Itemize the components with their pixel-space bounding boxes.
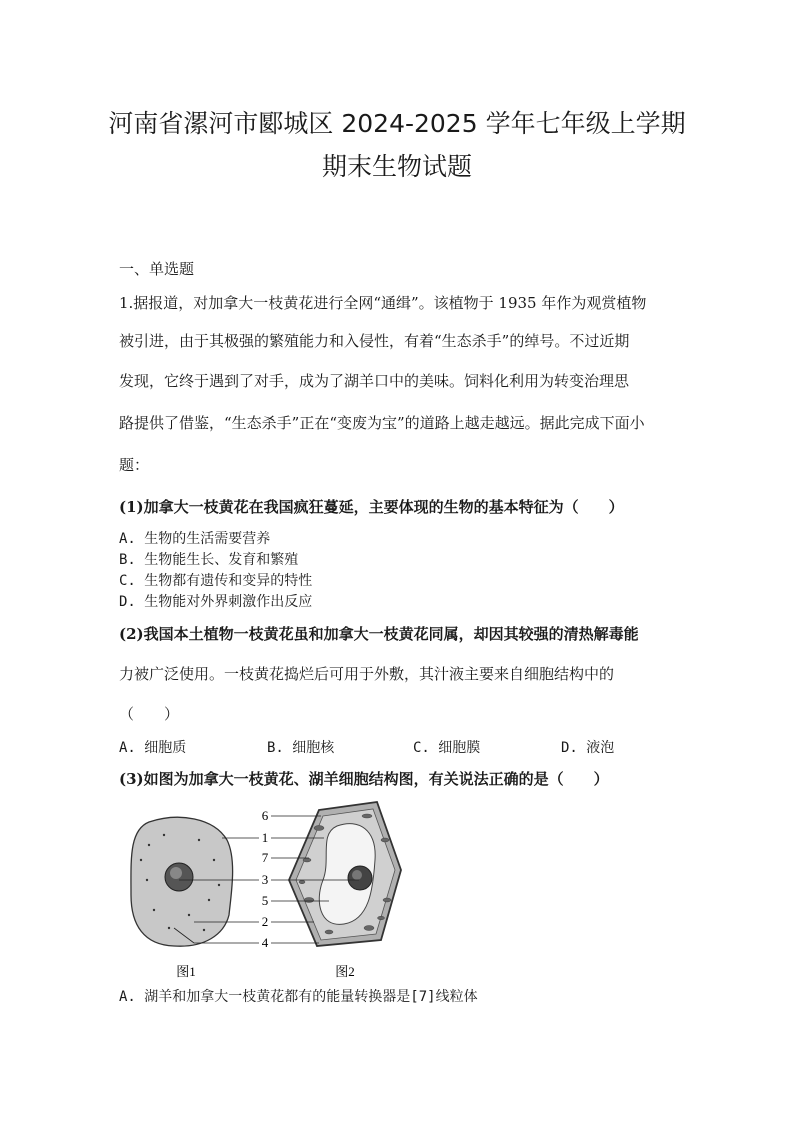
sub3-stem: (3)如图为加拿大一枝黄花、湖羊细胞结构图，有关说法正确的是（ ）: [119, 770, 609, 788]
page-title-line2: 期末生物试题: [321, 152, 472, 181]
sub2-line-3: （ ）: [119, 705, 180, 723]
figure-label-7: 7: [261, 850, 269, 865]
cell-structure-figure: [119, 800, 419, 985]
page-title-line1: 河南省漯河市郾城区 2024-2025 学年七年级上学期: [108, 109, 686, 138]
sub1-option-a[interactable]: A. 生物的生活需要营养: [119, 531, 271, 547]
figure-label-2: 2: [261, 914, 269, 929]
q1-line-3: 发现，它终于遇到了对手，成为了湖羊口中的美味。饲料化利用为转变治理思: [119, 372, 630, 390]
sub1-option-b[interactable]: B. 生物能生长、发育和繁殖: [119, 552, 299, 568]
q1-line-1: 1.据报道，对加拿大一枝黄花进行全网“通缉”。该植物于 1935 年作为观赏植物: [119, 294, 647, 312]
animal-cell-diagram: [131, 817, 233, 946]
q1-line-5: 题：: [119, 456, 150, 474]
section-heading: 一、单选题: [119, 260, 195, 278]
figure-label-1: 1: [261, 830, 269, 845]
sub1-option-c[interactable]: C. 生物都有遗传和变异的特性: [119, 573, 313, 589]
sub2-line-2: 力被广泛使用。一枝黄花捣烂后可用于外敷，其汁液主要来自细胞结构中的: [119, 665, 615, 683]
sub2-option-d[interactable]: D. 液泡: [561, 740, 615, 756]
sub1-option-d[interactable]: D. 生物能对外界刺激作出反应: [119, 594, 313, 610]
sub2-line-1: (2)我国本土植物一枝黄花虽和加拿大一枝黄花同属，却因其较强的清热解毒能: [119, 625, 639, 643]
sub3-option-a[interactable]: A. 湖羊和加拿大一枝黄花都有的能量转换器是[7]线粒体: [119, 989, 478, 1005]
q1-line-2: 被引进，由于其极强的繁殖能力和入侵性，有着“生态杀手”的绰号。不过近期: [119, 332, 630, 350]
sub2-option-c[interactable]: C. 细胞膜: [413, 740, 481, 756]
figure-caption-2: 图2: [335, 964, 355, 979]
sub1-stem: (1)加拿大一枝黄花在我国疯狂蔓延，主要体现的生物的基本特征为（ ）: [119, 498, 624, 516]
figure-label-3: 3: [261, 872, 269, 887]
plant-cell-diagram: [289, 802, 401, 946]
figure-label-6: 6: [261, 808, 269, 823]
q1-line-4: 路提供了借鉴，“生态杀手”正在“变废为宝”的道路上越走越远。据此完成下面小: [119, 414, 645, 432]
figure-caption-1: 图1: [176, 964, 196, 979]
figure-label-5: 5: [261, 893, 269, 908]
sub2-option-a[interactable]: A. 细胞质: [119, 740, 187, 756]
sub2-option-b[interactable]: B. 细胞核: [267, 740, 335, 756]
figure-label-4: 4: [261, 935, 269, 950]
